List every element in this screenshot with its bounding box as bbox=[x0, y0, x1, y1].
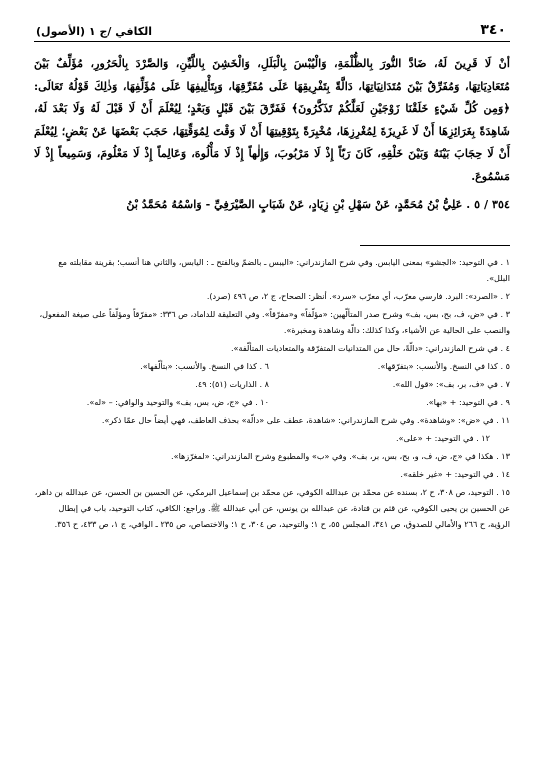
footnote-15: ١٥ . التوحيد، ص ٣٠٨، ح ٢، بسنده عن محمّد بن عبدالله الكوفي، عن محمّد بن إسماعيل البرمكي، عن الحسين بن الحسن، عن عبدالله بن داهر، عن الحسين بن يحيى الكوفي، عن قثم بن قتادة، عن عبدالله بن يونس، عن أبي عبدالله ﷺ. وراجع: الكافي، كتاب التوحيد، باب في إبطال الرؤية، ح ٢٦٦ والأمالي للصدوق، ص ٣٤١، المجلس ٥٥، ح ١؛ والتوحيد، ص ٣٠٤، ح ١؛ والاختصاص، ص ٢٣٥ ـ الوافي، ج ١، ص ٤٣٣، ح ٣٥٦. bbox=[34, 487, 510, 529]
footnote-12: ١٢ . في التوحيد: + «على». bbox=[395, 433, 490, 443]
footnote-11: ١١ . في «ض»: «وشاهدة». وفي شرح المازندراني: «شاهدة، عطف على «دالّة» بحذف العاطف، فهي أيضاً حال عمّا ذكر». bbox=[101, 415, 510, 425]
footnote-13: ١٣ . هكذا في «ج، ض، ف، و، بح، بس، بر، بف». وفي «ب» والمطبوع وشرح المازندراني: «لمغرّزها». bbox=[171, 451, 510, 461]
page-number: ٣٤٠ bbox=[480, 22, 506, 38]
footnote-4: ٤ . في شرح المازندراني: «دالّةً، حال من المتدانيات المتفرّقة والمتعاديات المتألّفة». bbox=[230, 343, 510, 353]
footnote-5: ٥ . كذا في النسخ. والأنسب: «بتفرّقها». bbox=[377, 361, 510, 371]
hadith-start: ٣٥٤ / ٥ . عَلِيُّ بْنُ مُحَمَّدٍ، عَنْ سَهْلِ بْنِ زِيَادٍ، عَنْ شَبَابٍ الصَّيْرَفِيِّ - وَاسْمُهُ مُحَمَّدُ بْنُ bbox=[126, 197, 510, 211]
footnote-8: ٨ . الذاريات (٥١): ٤٩. bbox=[195, 379, 269, 389]
footnote-9: ٩ . في التوحيد: + «بها». bbox=[426, 397, 510, 407]
footnote-6: ٦ . كذا في النسخ. والأنسب: «بتألّفها». bbox=[140, 361, 269, 371]
footnote-7: ٧ . في «ف، بر، بف»: «قول الله». bbox=[392, 379, 510, 389]
footnote-2: ٢ . «الصرد»: البرد. فارسي معرّب، أي معرّب «سرد». أنظر: الصحاح، ج ٢، ص ٤٩٦ (صرد). bbox=[206, 291, 510, 301]
footnote-row-9-10 bbox=[34, 394, 510, 410]
footnote-3: ٣ . في «ض، ف، بح، بس، بف» وشرح صدر المتألّهين: «مؤلّفاً» و«مفرّقاً». وفي التعليقة للداماد، ص ٣٣٦: «مفرّقاً ومؤلّفاً على صيغة المفعول، والنصب على الحالية عن الأشياء، وكذا كذلك: دالّة وشاهدة ومخبرة». bbox=[39, 309, 510, 335]
footnotes bbox=[34, 254, 510, 532]
footnote-10: ١٠ . في «ج، ض، بس، بف» والتوحيد والوافي: – «له». bbox=[86, 397, 269, 407]
header-rule bbox=[34, 41, 510, 42]
footnote-separator bbox=[360, 245, 510, 246]
footnote-14: ١٤ . في التوحيد: + «غير خلقه». bbox=[400, 469, 510, 479]
running-title: الكافي /ج ١ (الأصول) bbox=[36, 25, 153, 38]
document-page bbox=[34, 14, 510, 752]
footnote-1: ١ . في التوحيد: «الجشو» بمعنى اليابس. وفي شرح المازندراني: «اليبس ـ بالضمّ وبالفتح ـ : اليابس، والثاني هنا أنسب؛ بقرينة مقابلته مع البلل». bbox=[58, 257, 510, 283]
footnote-row-5-6 bbox=[34, 358, 510, 374]
main-text: أنْ لَا قَرِينَ لَهُ، ضَادَّ النُّورَ بِالظُّلْمَةِ، وَالْيُبْسَ بِالْبَلَلِ، وَالْخَشِنَ بِاللَّيِّنِ، وَالصَّرْدَ بِالْحَرُورِ، مُؤَلِّفٌ بَيْنَ مُتَعَادِيَاتِهَا، وَمُفَرِّقٌ بَيْنَ مُتَدَانِيَاتِهَا، دَالَّةً بِتَفْرِيقِهَا عَلَى مُفَرِّقِهَا، وَبِتَأْلِيفِهَا عَلَى مُؤَلِّفِهَا، وَذٰلِكَ قَوْلُهُ تَعَالَى: ﴿وَمِن كُلِّ شَيْءٍ خَلَقْنَا زَوْجَيْنِ لَعَلَّكُمْ تَذَكَّرُونَ﴾ فَفَرَّقَ بَيْنَ قَبْلٍ وَبَعْدٍ؛ لِيُعْلَمَ أَنْ لَا قَبْلَ لَهُ وَلَا بَعْدَ لَهُ، شَاهِدَةً بِغَرَائِزِهَا أَنْ لَا غَرِيزَةَ لِمُغْرِزِهَا، مُخْبِرَةً بِتَوْقِيتِهَا أَنْ لَا وَقْتَ لِمُوَقِّتِهَا، حَجَبَ بَعْضَهَا عَنْ بَعْضٍ؛ لِيُعْلَمَ أَنْ لَا حِجَابَ بَيْنَهُ وَبَيْنَ خَلْقِهِ، كَانَ رَبّاً إِذْ لَا مَرْبُوبَ، وَإِلٰهاً إِذْ لَا مَأْلُوهَ، وَعَالِماً إِذْ لَا مَعْلُومَ، وَسَمِيعاً إِذْ لَا مَسْمُوعَ. bbox=[34, 56, 510, 183]
page-header bbox=[34, 14, 510, 38]
footnote-row-7-8 bbox=[34, 376, 510, 392]
